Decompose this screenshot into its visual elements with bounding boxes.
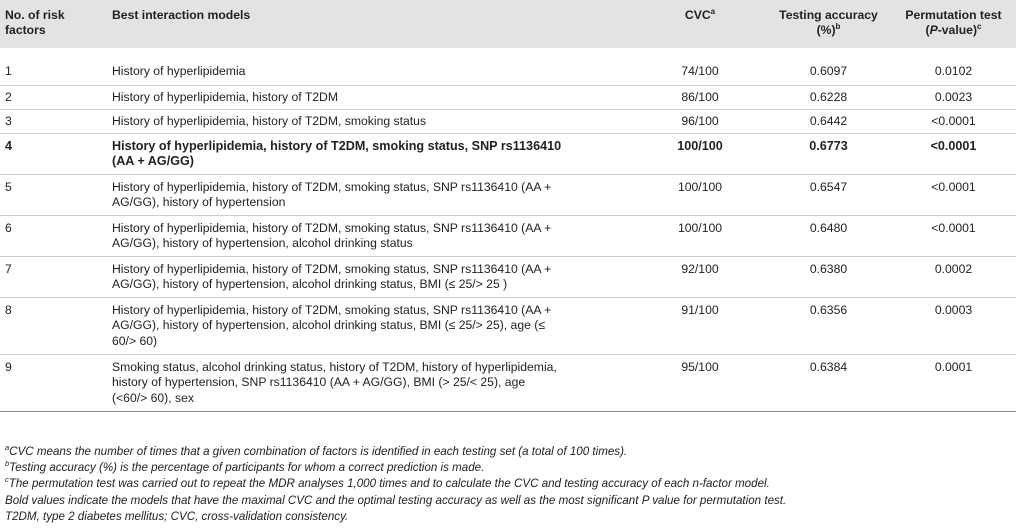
cell-pvalue: 0.0102 [891,48,1016,85]
cell-model: History of hyperlipidemia [106,48,634,85]
table-row [0,48,1016,85]
cell-n: 7 [0,256,106,297]
cell-pvalue: 0.0002 [891,256,1016,297]
cell-model: History of hyperlipidemia, history of T2DM, smoking status, SNP rs1136410 (AA + AG/GG) [106,133,634,174]
header-cvc: CVC$^a$ [634,0,766,48]
cell-n: 9 [0,354,106,411]
table-header [0,0,1016,48]
footnote-abbreviations: T2DM, type 2 diabetes mellitus; CVC, cross-validation consistency. [5,509,349,523]
header-models: Best interaction models [106,0,634,48]
cell-model: History of hyperlipidemia, history of T2DM, smoking status [106,109,634,133]
header-permutation: Permutation test (P-value)$^c$ [891,0,1016,48]
cell-accuracy: 0.6773 [766,133,891,174]
table-row [0,109,1016,133]
cell-cvc: 100/100 [634,174,766,215]
cell-model: History of hyperlipidemia, history of T2DM, smoking status, SNP rs1136410 (AA + AG/GG), history of hypertension, alcohol drinking status, BMI (≤ 25/> 25 ) [106,256,634,297]
cell-n: 2 [0,85,106,109]
header-risk-factors: No. of risk factors [0,0,106,48]
cell-cvc: 100/100 [634,133,766,174]
cell-accuracy: 0.6228 [766,85,891,109]
cell-accuracy: 0.6380 [766,256,891,297]
cell-pvalue: 0.0001 [891,354,1016,411]
cell-n: 6 [0,215,106,256]
footnote-b: $^b$Testing accuracy (%) is the percentage of participants for whom a correct prediction is made. [5,459,485,475]
cell-model: History of hyperlipidemia, history of T2DM, smoking status, SNP rs1136410 (AA + AG/GG), history of hypertension, alcohol drinking status [106,215,634,256]
cell-n: 4 [0,133,106,174]
footnote-bold: Bold values indicate the models that have the maximal CVC and the optimal testing accuracy as well as the most significant P value for permutation test. [5,493,787,507]
cell-model: History of hyperlipidemia, history of T2DM [106,85,634,109]
cell-accuracy: 0.6384 [766,354,891,411]
cell-model: History of hyperlipidemia, history of T2DM, smoking status, SNP rs1136410 (AA + AG/GG), history of hypertension [106,174,634,215]
cell-accuracy: 0.6547 [766,174,891,215]
table-row [0,215,1016,256]
cell-cvc: 86/100 [634,85,766,109]
table-row [0,85,1016,109]
table-row-best [0,133,1016,174]
cell-pvalue: <0.0001 [891,215,1016,256]
cell-cvc: 74/100 [634,48,766,85]
cell-accuracy: 0.6097 [766,48,891,85]
footnote-a: $^a$CVC means the number of times that a given combination of factors is identified in each testing set (a total of 100 times). [5,443,628,458]
cell-pvalue: <0.0001 [891,109,1016,133]
cell-cvc: 91/100 [634,297,766,354]
cell-cvc: 100/100 [634,215,766,256]
cell-model: History of hyperlipidemia, history of T2DM, smoking status, SNP rs1136410 (AA + AG/GG), history of hypertension, alcohol drinking status, BMI (≤ 25/> 25), age (≤ 60/> 60) [106,297,634,354]
cell-cvc: 92/100 [634,256,766,297]
table-row [0,297,1016,354]
cell-model: Smoking status, alcohol drinking status, history of T2DM, history of hyperlipidemia, history of hypertension, SNP rs1136410 (AA + AG/GG), BMI (> 25/< 25), age (<60/> 60), sex [106,354,634,411]
cell-accuracy: 0.6442 [766,109,891,133]
cell-cvc: 96/100 [634,109,766,133]
table-footnotes [5,444,1005,525]
cell-accuracy: 0.6480 [766,215,891,256]
table-row [0,354,1016,411]
cell-pvalue: 0.0023 [891,85,1016,109]
cell-accuracy: 0.6356 [766,297,891,354]
cell-pvalue: <0.0001 [891,133,1016,174]
footnote-c: $^c$The permutation test was carried out to repeat the MDR analyses 1,000 times and to calculate the CVC and testing accuracy of each n-factor model. [5,475,770,491]
cell-cvc: 95/100 [634,354,766,411]
cell-n: 1 [0,48,106,85]
cell-n: 8 [0,297,106,354]
header-accuracy: Testing accuracy (%)$^b$ [766,0,891,48]
table-row [0,256,1016,297]
cell-n: 5 [0,174,106,215]
cell-n: 3 [0,109,106,133]
cell-pvalue: 0.0003 [891,297,1016,354]
table-row [0,174,1016,215]
cell-pvalue: <0.0001 [891,174,1016,215]
